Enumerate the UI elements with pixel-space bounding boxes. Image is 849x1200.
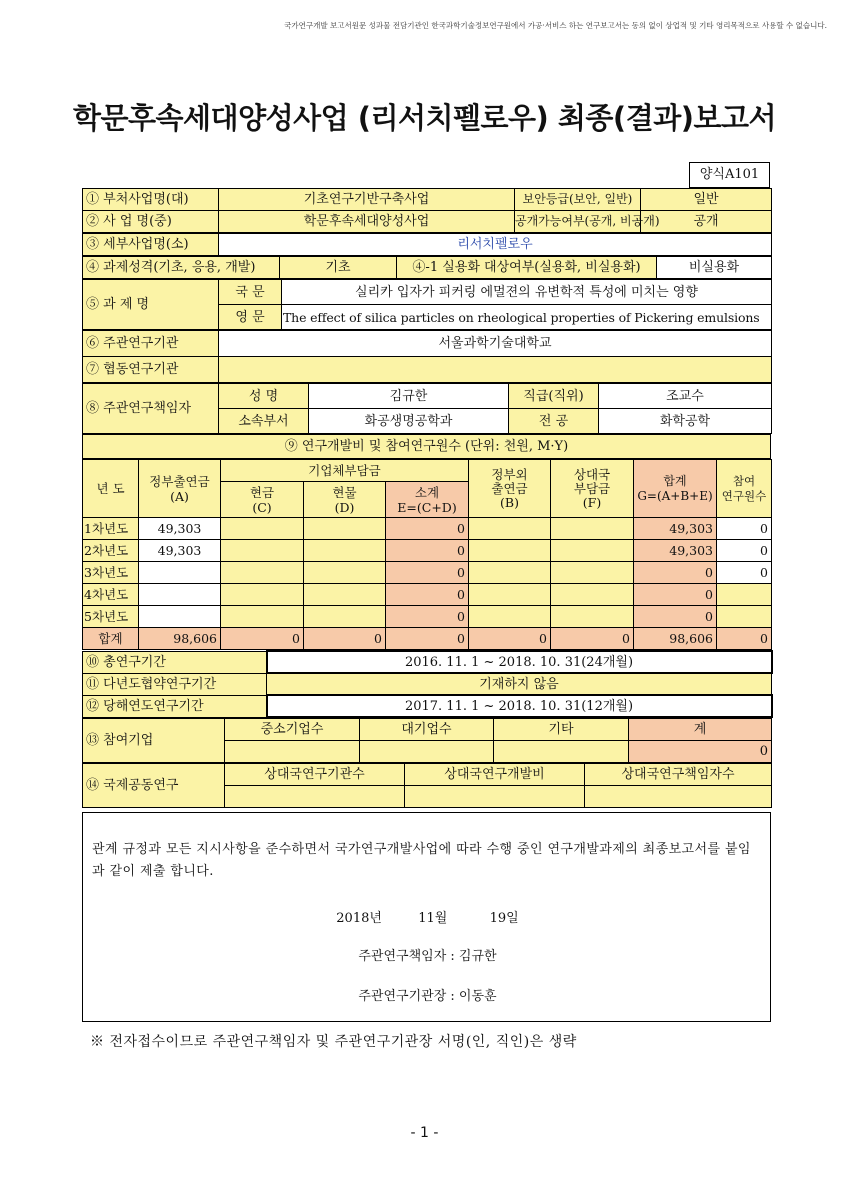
label-principal-investigator: ⑧ 주관연구책임자 bbox=[83, 384, 219, 434]
nongov-cell bbox=[469, 540, 551, 562]
label-total-period: ⑩ 총연구기간 bbox=[83, 651, 267, 673]
total-cell: 49,303 bbox=[634, 540, 717, 562]
cash-cell bbox=[221, 606, 304, 628]
pi-name-value: 김규한 bbox=[309, 384, 509, 409]
label-project-type: ④ 과제성격(기초, 응용, 개발) bbox=[83, 257, 280, 279]
subtotal-cell: 0 bbox=[386, 584, 469, 606]
researchers-cell: 0 bbox=[717, 518, 772, 540]
sub-program-value: 리서치펠로우 bbox=[219, 234, 772, 256]
title-english-value: The effect of silica particles on rheological properties of Pickering emulsions bbox=[282, 305, 772, 330]
nongov-cell bbox=[469, 562, 551, 584]
sum-partner: 0 bbox=[551, 628, 634, 650]
partner-cell bbox=[551, 518, 634, 540]
header-subtotal: 소계 E=(C+D) bbox=[386, 482, 469, 518]
partner-institution-value bbox=[219, 357, 772, 383]
partner-cell bbox=[551, 606, 634, 628]
partner-cell bbox=[551, 540, 634, 562]
cash-cell bbox=[221, 562, 304, 584]
year-cell: 2차년도 bbox=[83, 540, 139, 562]
total-cell: 0 bbox=[634, 562, 717, 584]
project-type-value: 기초 bbox=[280, 257, 397, 279]
header-large-company: 대기업수 bbox=[360, 719, 494, 741]
company-total-value: 0 bbox=[629, 741, 772, 763]
declaration-text: 관계 규정과 모든 지시사항을 준수하면서 국가연구개발사업에 따라 수행 중인 연구개발과제의 최종보고서를 붙임과 같이 제출 합니다. bbox=[92, 842, 751, 879]
sum-nongov: 0 bbox=[469, 628, 551, 650]
intl-table bbox=[82, 763, 772, 808]
kind-cell bbox=[304, 562, 386, 584]
label-partner-institution: ⑦ 협동연구기관 bbox=[83, 357, 219, 383]
disclosure-value: 공개 bbox=[641, 211, 772, 233]
sum-researchers: 0 bbox=[717, 628, 772, 650]
sum-gov: 98,606 bbox=[139, 628, 221, 650]
label-budget-section: ⑨ 연구개발비 및 참여연구원수 (단위: 천원, M·Y) bbox=[83, 435, 771, 459]
label-pi-position: 직급(직위) bbox=[509, 384, 599, 409]
header-partner-budget: 상대국연구개발비 bbox=[405, 764, 585, 786]
header-gov-fund: 정부출연금 (A) bbox=[139, 460, 221, 518]
header-partner-inst-count: 상대국연구기관수 bbox=[225, 764, 405, 786]
lead-institution-value: 서울과학기술대학교 bbox=[219, 331, 772, 357]
pi-position-value: 조교수 bbox=[599, 384, 772, 409]
gov-cell bbox=[139, 562, 221, 584]
subtotal-cell: 0 bbox=[386, 518, 469, 540]
header-total: 합계 G=(A+B+E) bbox=[634, 460, 717, 518]
subtotal-cell: 0 bbox=[386, 540, 469, 562]
label-title-korean: 국 문 bbox=[219, 280, 282, 305]
cash-cell bbox=[221, 540, 304, 562]
kind-cell bbox=[304, 518, 386, 540]
label-security-level: 보안등급(보안, 일반) bbox=[515, 189, 641, 211]
partner-budget-value bbox=[405, 786, 585, 808]
sum-cash: 0 bbox=[221, 628, 304, 650]
partner-pi-count-value bbox=[585, 786, 772, 808]
info-row-3 bbox=[82, 233, 772, 256]
budget-row bbox=[83, 518, 772, 540]
label-sub-program: ③ 세부사업명(소) bbox=[83, 234, 219, 256]
date-month: 11월 bbox=[418, 911, 448, 926]
year-cell: 4차년도 bbox=[83, 584, 139, 606]
sum-kind: 0 bbox=[304, 628, 386, 650]
gov-cell bbox=[139, 606, 221, 628]
header-corporate-fund: 기업체부담금 bbox=[221, 460, 469, 482]
period-table bbox=[82, 650, 773, 718]
program-value: 학문후속세대양성사업 bbox=[219, 211, 515, 233]
budget-row bbox=[83, 606, 772, 628]
commercialization-value: 비실용화 bbox=[657, 257, 772, 279]
header-cash: 현금 (C) bbox=[221, 482, 304, 518]
label-lead-institution: ⑥ 주관연구기관 bbox=[83, 331, 219, 357]
current-period-value: 2017. 11. 1 ~ 2018. 10. 31(12개월) bbox=[267, 695, 772, 717]
label-disclosure: 공개가능여부(공개, 비공개) bbox=[515, 211, 641, 233]
info-section bbox=[82, 188, 771, 808]
cash-cell bbox=[221, 584, 304, 606]
label-intl-research: ⑭ 국제공동연구 bbox=[83, 764, 225, 808]
label-companies: ⑬ 참여기업 bbox=[83, 719, 225, 763]
label-project-title: ⑤ 과 제 명 bbox=[83, 280, 219, 330]
other-company-value bbox=[494, 741, 629, 763]
security-level-value: 일반 bbox=[641, 189, 772, 211]
budget-table bbox=[82, 459, 772, 650]
label-pi-name: 성 명 bbox=[219, 384, 309, 409]
info-row-5 bbox=[82, 279, 772, 330]
header-in-kind: 현물 (D) bbox=[304, 482, 386, 518]
gov-cell: 49,303 bbox=[139, 518, 221, 540]
partner-inst-count-value bbox=[225, 786, 405, 808]
label-pi-major: 전 공 bbox=[509, 409, 599, 434]
researchers-cell bbox=[717, 606, 772, 628]
kind-cell bbox=[304, 540, 386, 562]
partner-cell bbox=[551, 584, 634, 606]
budget-row bbox=[83, 540, 772, 562]
partner-cell bbox=[551, 562, 634, 584]
companies-table bbox=[82, 718, 772, 763]
total-period-value: 2016. 11. 1 ~ 2018. 10. 31(24개월) bbox=[267, 651, 772, 673]
title-korean-value: 실리카 입자가 피커링 에멀젼의 유변학적 특성에 미치는 영향 bbox=[282, 280, 772, 305]
header-company-total: 계 bbox=[629, 719, 772, 741]
multiyear-period-value: 기재하지 않음 bbox=[267, 673, 772, 695]
header-sme: 중소기업수 bbox=[225, 719, 360, 741]
institution-head-signature: 주관연구기관장 : 이동훈 bbox=[358, 989, 497, 1004]
sum-subtotal: 0 bbox=[386, 628, 469, 650]
label-pi-department: 소속부서 bbox=[219, 409, 309, 434]
sme-value bbox=[225, 741, 360, 763]
page-number: - 1 - bbox=[410, 1125, 439, 1141]
label-program: ② 사 업 명(중) bbox=[83, 211, 219, 233]
researchers-cell: 0 bbox=[717, 562, 772, 584]
budget-row bbox=[83, 562, 772, 584]
pi-signature: 주관연구책임자 : 김규한 bbox=[358, 949, 497, 964]
label-title-english: 영 문 bbox=[219, 305, 282, 330]
label-commercialization: ④-1 실용화 대상여부(실용화, 비실용화) bbox=[397, 257, 657, 279]
pi-department-value: 화공생명공학과 bbox=[309, 409, 509, 434]
subtotal-cell: 0 bbox=[386, 562, 469, 584]
label-multiyear-period: ⑪ 다년도협약연구기간 bbox=[83, 673, 267, 695]
nongov-cell bbox=[469, 606, 551, 628]
date-day: 19일 bbox=[489, 911, 519, 926]
footnote: ※ 전자접수이므로 주관연구책임자 및 주관연구기관장 서명(인, 직인)은 생략 bbox=[90, 1034, 577, 1050]
info-rows-6-7 bbox=[82, 330, 772, 383]
label-ministry-program: ① 부처사업명(대) bbox=[83, 189, 219, 211]
subtotal-cell: 0 bbox=[386, 606, 469, 628]
ministry-program-value: 기초연구기반구축사업 bbox=[219, 189, 515, 211]
form-code: 양식A101 bbox=[689, 162, 770, 188]
nongov-cell bbox=[469, 584, 551, 606]
header-researchers: 참여 연구원수 bbox=[717, 460, 772, 518]
gov-cell: 49,303 bbox=[139, 540, 221, 562]
declaration-box bbox=[82, 812, 771, 1022]
total-cell: 0 bbox=[634, 584, 717, 606]
cash-cell bbox=[221, 518, 304, 540]
info-row-8 bbox=[82, 383, 772, 434]
page-title: 학문후속세대양성사업 (리서치펠로우) 최종(결과)보고서 bbox=[72, 101, 777, 135]
large-company-value bbox=[360, 741, 494, 763]
header-year: 년 도 bbox=[83, 460, 139, 518]
budget-row bbox=[83, 584, 772, 606]
kind-cell bbox=[304, 584, 386, 606]
info-rows-1-2 bbox=[82, 188, 772, 233]
info-row-9-header bbox=[82, 434, 771, 459]
header-nongov-fund: 정부외 출연금 (B) bbox=[469, 460, 551, 518]
kind-cell bbox=[304, 606, 386, 628]
sum-label: 합계 bbox=[83, 628, 139, 650]
budget-sum-row bbox=[83, 628, 772, 650]
header-partner-pi-count: 상대국연구책임자수 bbox=[585, 764, 772, 786]
total-cell: 0 bbox=[634, 606, 717, 628]
gov-cell bbox=[139, 584, 221, 606]
year-cell: 1차년도 bbox=[83, 518, 139, 540]
info-row-4 bbox=[82, 256, 772, 279]
header-other-company: 기타 bbox=[494, 719, 629, 741]
total-cell: 49,303 bbox=[634, 518, 717, 540]
sum-total: 98,606 bbox=[634, 628, 717, 650]
label-current-period: ⑫ 당해연도연구기간 bbox=[83, 695, 267, 717]
year-cell: 3차년도 bbox=[83, 562, 139, 584]
date-year: 2018년 bbox=[336, 911, 382, 926]
researchers-cell: 0 bbox=[717, 540, 772, 562]
nongov-cell bbox=[469, 518, 551, 540]
usage-notice: 국가연구개발 보고서원문 성과물 전담기관인 한국과학기술정보연구원에서 가공·서비스 하는 연구보고서는 동의 없이 상업적 및 기타 영리목적으로 사용할 수 없습니다. bbox=[284, 21, 827, 30]
declaration-date bbox=[83, 907, 772, 926]
year-cell: 5차년도 bbox=[83, 606, 139, 628]
pi-major-value: 화학공학 bbox=[599, 409, 772, 434]
header-partner-fund: 상대국 부담금 (F) bbox=[551, 460, 634, 518]
researchers-cell bbox=[717, 584, 772, 606]
